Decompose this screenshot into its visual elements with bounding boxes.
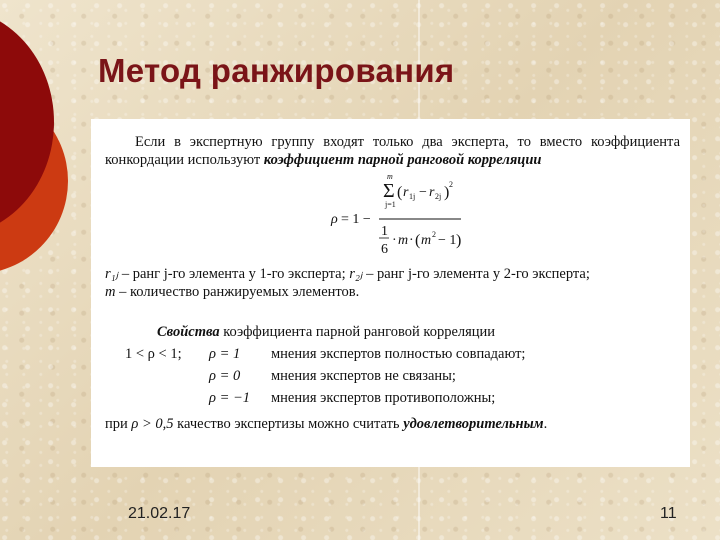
- svg-text:(: (: [397, 184, 403, 201]
- def-m-symbol: m: [105, 284, 116, 300]
- conclusion-prefix: при: [105, 416, 132, 432]
- intro-paragraph: [105, 133, 680, 169]
- svg-text:m: m: [398, 233, 409, 248]
- svg-text:1j: 1j: [409, 192, 416, 201]
- definitions-block: [105, 265, 680, 301]
- svg-text:6: 6: [381, 242, 388, 257]
- svg-text:1: 1: [381, 224, 388, 239]
- property-text: мнения экспертов не связаны;: [271, 368, 456, 384]
- conclusion-line: [105, 415, 680, 433]
- definition-line-ranks: [105, 265, 680, 283]
- property-math: ρ = −1: [209, 390, 251, 406]
- conclusion-bold: удовлетворительным: [403, 416, 544, 432]
- svg-text:2: 2: [449, 180, 453, 189]
- slide-date: 21.02.17: [128, 505, 191, 522]
- svg-text:·: ·: [409, 233, 414, 248]
- svg-text:−: −: [419, 185, 427, 200]
- def-r1-text: – ранг j-го элемента у 1-го эксперта;: [118, 266, 350, 282]
- slide-title: Метод ранжирования: [98, 52, 455, 89]
- svg-text:2: 2: [432, 230, 436, 239]
- def-r2-symbol: r₂ⱼ: [349, 266, 363, 282]
- svg-text:Σ: Σ: [383, 180, 395, 202]
- intro-text: Если в экспертную группу входят только два эксперта, то вместо коэффициента конкордации используют: [105, 134, 680, 168]
- svg-text:m: m: [421, 233, 432, 248]
- intro-bold-term: коэффициент парной ранговой корреляции: [263, 152, 542, 168]
- range-condition: 1 < ρ < 1;: [125, 346, 182, 362]
- properties-heading: [157, 323, 680, 341]
- def-r1-symbol: r₁ⱼ: [105, 266, 119, 282]
- property-text: мнения экспертов полностью совпадают;: [271, 346, 526, 362]
- svg-text:− 1: − 1: [438, 233, 457, 248]
- property-row: [105, 343, 680, 365]
- definition-line-m: [105, 283, 680, 301]
- svg-text:): ): [456, 232, 462, 249]
- svg-text:= 1 −: = 1 −: [341, 212, 371, 227]
- def-m-text: – количество ранжируемых элементов.: [115, 284, 360, 300]
- svg-text:(: (: [415, 232, 421, 249]
- svg-text:j=1: j=1: [385, 200, 396, 209]
- svg-text:r: r: [403, 185, 409, 200]
- conclusion-text: качество экспертизы можно считать: [173, 416, 404, 432]
- slide-page-number: 11: [660, 505, 677, 522]
- property-row: [105, 365, 680, 387]
- properties-heading-rest: коэффициента парной ранговой корреляции: [219, 324, 496, 340]
- property-math: ρ = 1: [209, 346, 241, 362]
- conclusion-math: ρ > 0,5: [131, 416, 174, 432]
- spearman-formula: [105, 171, 680, 263]
- properties-heading-bold: Свойства: [157, 324, 220, 340]
- property-row: [105, 387, 680, 409]
- svg-text:2j: 2j: [435, 192, 442, 201]
- conclusion-end: .: [543, 416, 548, 432]
- property-text: мнения экспертов противоположны;: [271, 390, 496, 406]
- svg-text:): ): [444, 184, 450, 201]
- content-image-panel: [91, 119, 690, 467]
- svg-text:r: r: [429, 185, 435, 200]
- def-r2-text: – ранг j-го элемента у 2-го эксперта;: [362, 266, 590, 282]
- svg-text:ρ: ρ: [331, 212, 338, 227]
- svg-text:m: m: [387, 172, 393, 181]
- property-math: ρ = 0: [209, 368, 241, 384]
- svg-text:·: ·: [392, 233, 397, 248]
- formula-graphic: [329, 171, 469, 263]
